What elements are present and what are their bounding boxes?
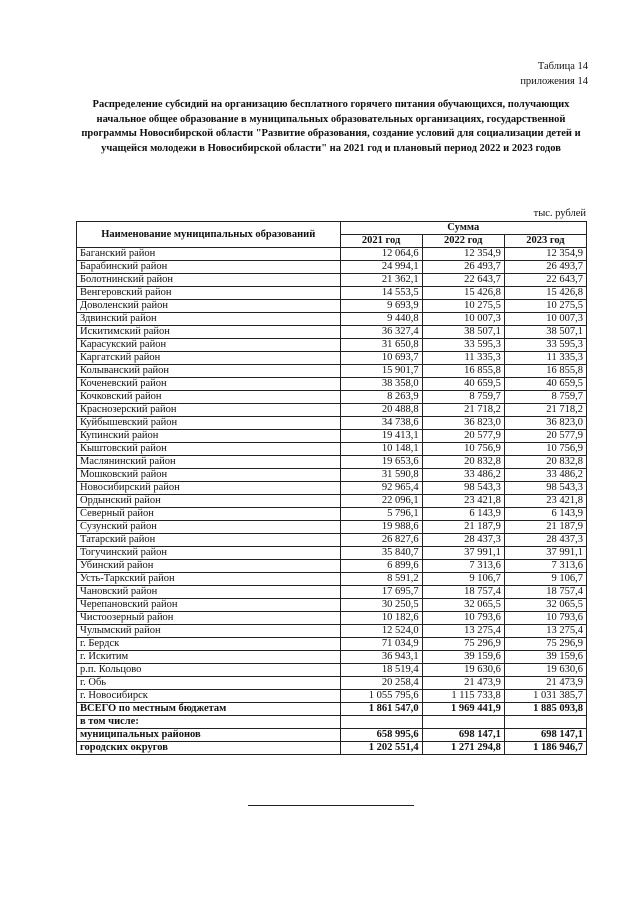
row-value-2023: 20 832,8 (504, 456, 586, 469)
row-value-2022: 9 106,7 (422, 573, 504, 586)
column-header-year: 2021 год (340, 235, 422, 248)
table-row (77, 677, 587, 690)
document-title: Распределение субсидий на организацию бесплатного горячего питания обучающихся, получающих начальное общее образование в муниципальных образовательных организациях, государственной программы Новосибирской области "Развитие образования, создание условий для социализации детей и учащейся молодежи в Новосибирской области" на 2021 год и плановый период 2022 и 2023 годов (81, 99, 581, 154)
row-name: Маслянинский район (77, 456, 341, 469)
row-name: Краснозерский район (77, 404, 341, 417)
row-name: Усть-Таркский район (77, 573, 341, 586)
table-row (77, 287, 587, 300)
row-value-2021: 36 327,4 (340, 326, 422, 339)
row-value-2023: 37 991,1 (504, 547, 586, 560)
row-value-2023: 75 296,9 (504, 638, 586, 651)
row-name: Кочковский район (77, 391, 341, 404)
row-value-2021: 12 064,6 (340, 248, 422, 261)
table-row (77, 326, 587, 339)
row-value-2022: 26 493,7 (422, 261, 504, 274)
row-value-2021: 92 965,4 (340, 482, 422, 495)
table-row (77, 508, 587, 521)
row-value-2022: 98 543,3 (422, 482, 504, 495)
row-name: Чановский район (77, 586, 341, 599)
row-value-2023 (504, 716, 586, 729)
row-name: Искитимский район (77, 326, 341, 339)
table-row (77, 443, 587, 456)
row-value-2021: 9 440,8 (340, 313, 422, 326)
row-value-2022: 10 756,9 (422, 443, 504, 456)
row-name: Чистоозерный район (77, 612, 341, 625)
row-value-2023: 98 543,3 (504, 482, 586, 495)
column-header-name: Наименование муниципальных образований (77, 222, 341, 248)
row-name: Чулымский район (77, 625, 341, 638)
table-row (77, 339, 587, 352)
row-value-2022: 39 159,6 (422, 651, 504, 664)
column-header-sum: Сумма (340, 222, 587, 235)
row-value-2022: 12 354,9 (422, 248, 504, 261)
row-value-2023: 22 643,7 (504, 274, 586, 287)
row-value-2022: 36 823,0 (422, 417, 504, 430)
row-value-2023: 40 659,5 (504, 378, 586, 391)
row-name: в том числе: (77, 716, 341, 729)
row-value-2022: 6 143,9 (422, 508, 504, 521)
row-value-2022: 10 793,6 (422, 612, 504, 625)
row-value-2022: 38 507,1 (422, 326, 504, 339)
table-row (77, 274, 587, 287)
row-value-2021: 31 650,8 (340, 339, 422, 352)
row-value-2022: 21 187,9 (422, 521, 504, 534)
table-row (77, 573, 587, 586)
row-value-2023: 18 757,4 (504, 586, 586, 599)
row-value-2023: 39 159,6 (504, 651, 586, 664)
row-value-2021: 14 553,5 (340, 287, 422, 300)
row-value-2022 (422, 716, 504, 729)
row-value-2023: 12 354,9 (504, 248, 586, 261)
row-name: Мошковский район (77, 469, 341, 482)
row-name: р.п. Кольцово (77, 664, 341, 677)
row-value-2023: 1 031 385,7 (504, 690, 586, 703)
row-value-2021: 24 994,1 (340, 261, 422, 274)
row-value-2022: 21 473,9 (422, 677, 504, 690)
table-row (77, 664, 587, 677)
row-name: Коченевский район (77, 378, 341, 391)
row-name: муниципальных районов (77, 729, 341, 742)
row-name: Купинский район (77, 430, 341, 443)
row-value-2022: 13 275,4 (422, 625, 504, 638)
row-value-2021: 71 034,9 (340, 638, 422, 651)
row-value-2021: 19 653,6 (340, 456, 422, 469)
row-name: Тогучинский район (77, 547, 341, 560)
table-row (77, 378, 587, 391)
row-value-2023: 10 793,6 (504, 612, 586, 625)
row-value-2023: 1 186 946,7 (504, 742, 586, 755)
row-name: Новосибирский район (77, 482, 341, 495)
row-value-2021: 20 258,4 (340, 677, 422, 690)
row-value-2023: 15 426,8 (504, 287, 586, 300)
row-value-2021: 20 488,8 (340, 404, 422, 417)
row-value-2021: 10 693,7 (340, 352, 422, 365)
row-name: Черепановский район (77, 599, 341, 612)
row-value-2021: 30 250,5 (340, 599, 422, 612)
row-value-2021: 34 738,6 (340, 417, 422, 430)
row-name: Доволенский район (77, 300, 341, 313)
table-row (77, 742, 587, 755)
table-row (77, 625, 587, 638)
row-value-2022: 22 643,7 (422, 274, 504, 287)
table-row (77, 417, 587, 430)
table-row (77, 365, 587, 378)
table-row (77, 651, 587, 664)
footer-divider (248, 805, 414, 806)
row-value-2023: 21 718,2 (504, 404, 586, 417)
table-row (77, 729, 587, 742)
row-value-2021: 10 148,1 (340, 443, 422, 456)
row-value-2022: 20 832,8 (422, 456, 504, 469)
row-value-2021: 19 413,1 (340, 430, 422, 443)
column-header-year: 2022 год (422, 235, 504, 248)
row-name: ВСЕГО по местным бюджетам (77, 703, 341, 716)
row-value-2023: 13 275,4 (504, 625, 586, 638)
subsidy-table (76, 221, 587, 755)
row-value-2021: 6 899,6 (340, 560, 422, 573)
units-label: тыс. рублей (533, 208, 586, 219)
row-value-2021: 35 840,7 (340, 547, 422, 560)
row-value-2021: 1 202 551,4 (340, 742, 422, 755)
row-value-2023: 28 437,3 (504, 534, 586, 547)
row-value-2022: 1 271 294,8 (422, 742, 504, 755)
row-value-2021: 12 524,0 (340, 625, 422, 638)
row-value-2023: 9 106,7 (504, 573, 586, 586)
row-value-2023: 1 885 093,8 (504, 703, 586, 716)
row-name: г. Бердск (77, 638, 341, 651)
table-row (77, 495, 587, 508)
row-value-2022: 10 007,3 (422, 313, 504, 326)
row-value-2022: 8 759,7 (422, 391, 504, 404)
row-name: Карасукский район (77, 339, 341, 352)
row-value-2023: 10 275,5 (504, 300, 586, 313)
row-value-2021: 17 695,7 (340, 586, 422, 599)
row-value-2022: 20 577,9 (422, 430, 504, 443)
table-row (77, 547, 587, 560)
row-value-2023: 10 007,3 (504, 313, 586, 326)
row-value-2022: 33 595,3 (422, 339, 504, 352)
row-name: Здвинский район (77, 313, 341, 326)
table-row (77, 612, 587, 625)
row-value-2022: 10 275,5 (422, 300, 504, 313)
table-row (77, 456, 587, 469)
row-value-2021: 31 590,8 (340, 469, 422, 482)
table-row (77, 352, 587, 365)
row-name: Барабинский район (77, 261, 341, 274)
row-value-2021: 10 182,6 (340, 612, 422, 625)
table-row (77, 690, 587, 703)
row-value-2023: 11 335,3 (504, 352, 586, 365)
row-value-2022: 698 147,1 (422, 729, 504, 742)
row-name: Колыванский район (77, 365, 341, 378)
row-name: г. Искитим (77, 651, 341, 664)
row-value-2023: 698 147,1 (504, 729, 586, 742)
row-value-2023: 33 595,3 (504, 339, 586, 352)
row-name: Куйбышевский район (77, 417, 341, 430)
row-value-2022: 1 115 733,8 (422, 690, 504, 703)
row-value-2021: 1 861 547,0 (340, 703, 422, 716)
row-value-2023: 21 187,9 (504, 521, 586, 534)
row-value-2021: 22 096,1 (340, 495, 422, 508)
row-value-2021 (340, 716, 422, 729)
row-value-2021: 8 263,9 (340, 391, 422, 404)
row-name: Ордынский район (77, 495, 341, 508)
row-value-2022: 23 421,8 (422, 495, 504, 508)
table-row (77, 313, 587, 326)
row-name: Каргатский район (77, 352, 341, 365)
table-row (77, 261, 587, 274)
row-value-2022: 33 486,2 (422, 469, 504, 482)
row-name: г. Новосибирск (77, 690, 341, 703)
row-value-2021: 26 827,6 (340, 534, 422, 547)
row-value-2023: 7 313,6 (504, 560, 586, 573)
table-row (77, 482, 587, 495)
row-value-2021: 36 943,1 (340, 651, 422, 664)
row-value-2023: 26 493,7 (504, 261, 586, 274)
row-value-2021: 658 995,6 (340, 729, 422, 742)
row-value-2023: 6 143,9 (504, 508, 586, 521)
row-value-2021: 1 055 795,6 (340, 690, 422, 703)
row-value-2022: 1 969 441,9 (422, 703, 504, 716)
row-name: Кыштовский район (77, 443, 341, 456)
row-value-2022: 37 991,1 (422, 547, 504, 560)
table-row (77, 391, 587, 404)
table-row (77, 404, 587, 417)
row-value-2021: 19 988,6 (340, 521, 422, 534)
table-number: Таблица 14 (537, 61, 588, 72)
row-value-2021: 9 693,9 (340, 300, 422, 313)
row-value-2022: 16 855,8 (422, 365, 504, 378)
table-row (77, 534, 587, 547)
row-name: Венгеровский район (77, 287, 341, 300)
table-row (77, 521, 587, 534)
row-value-2023: 36 823,0 (504, 417, 586, 430)
row-name: Сузунский район (77, 521, 341, 534)
row-value-2023: 10 756,9 (504, 443, 586, 456)
row-value-2021: 18 519,4 (340, 664, 422, 677)
row-value-2023: 21 473,9 (504, 677, 586, 690)
row-name: городских округов (77, 742, 341, 755)
table-row (77, 300, 587, 313)
table-row (77, 469, 587, 482)
row-name: Болотнинский район (77, 274, 341, 287)
row-value-2022: 19 630,6 (422, 664, 504, 677)
row-name: Убинский район (77, 560, 341, 573)
row-value-2022: 7 313,6 (422, 560, 504, 573)
row-value-2023: 19 630,6 (504, 664, 586, 677)
row-value-2022: 32 065,5 (422, 599, 504, 612)
row-value-2021: 21 362,1 (340, 274, 422, 287)
table-row (77, 703, 587, 716)
row-value-2021: 38 358,0 (340, 378, 422, 391)
row-value-2023: 33 486,2 (504, 469, 586, 482)
row-value-2023: 32 065,5 (504, 599, 586, 612)
row-value-2023: 23 421,8 (504, 495, 586, 508)
table-row (77, 560, 587, 573)
row-value-2022: 75 296,9 (422, 638, 504, 651)
row-value-2021: 15 901,7 (340, 365, 422, 378)
row-value-2023: 16 855,8 (504, 365, 586, 378)
row-name: Северный район (77, 508, 341, 521)
row-value-2023: 8 759,7 (504, 391, 586, 404)
row-name: Баганский район (77, 248, 341, 261)
row-value-2022: 40 659,5 (422, 378, 504, 391)
table-row (77, 716, 587, 729)
appendix-number: приложения 14 (520, 76, 588, 87)
table-row (77, 638, 587, 651)
row-value-2021: 5 796,1 (340, 508, 422, 521)
table-row (77, 248, 587, 261)
row-value-2022: 28 437,3 (422, 534, 504, 547)
row-value-2023: 38 507,1 (504, 326, 586, 339)
table-row (77, 430, 587, 443)
column-header-year: 2023 год (504, 235, 586, 248)
row-name: Татарский район (77, 534, 341, 547)
row-value-2022: 21 718,2 (422, 404, 504, 417)
row-value-2023: 20 577,9 (504, 430, 586, 443)
row-value-2022: 11 335,3 (422, 352, 504, 365)
table-row (77, 586, 587, 599)
row-value-2022: 15 426,8 (422, 287, 504, 300)
row-value-2021: 8 591,2 (340, 573, 422, 586)
table-row (77, 599, 587, 612)
row-name: г. Обь (77, 677, 341, 690)
row-value-2022: 18 757,4 (422, 586, 504, 599)
table-body (77, 248, 587, 755)
